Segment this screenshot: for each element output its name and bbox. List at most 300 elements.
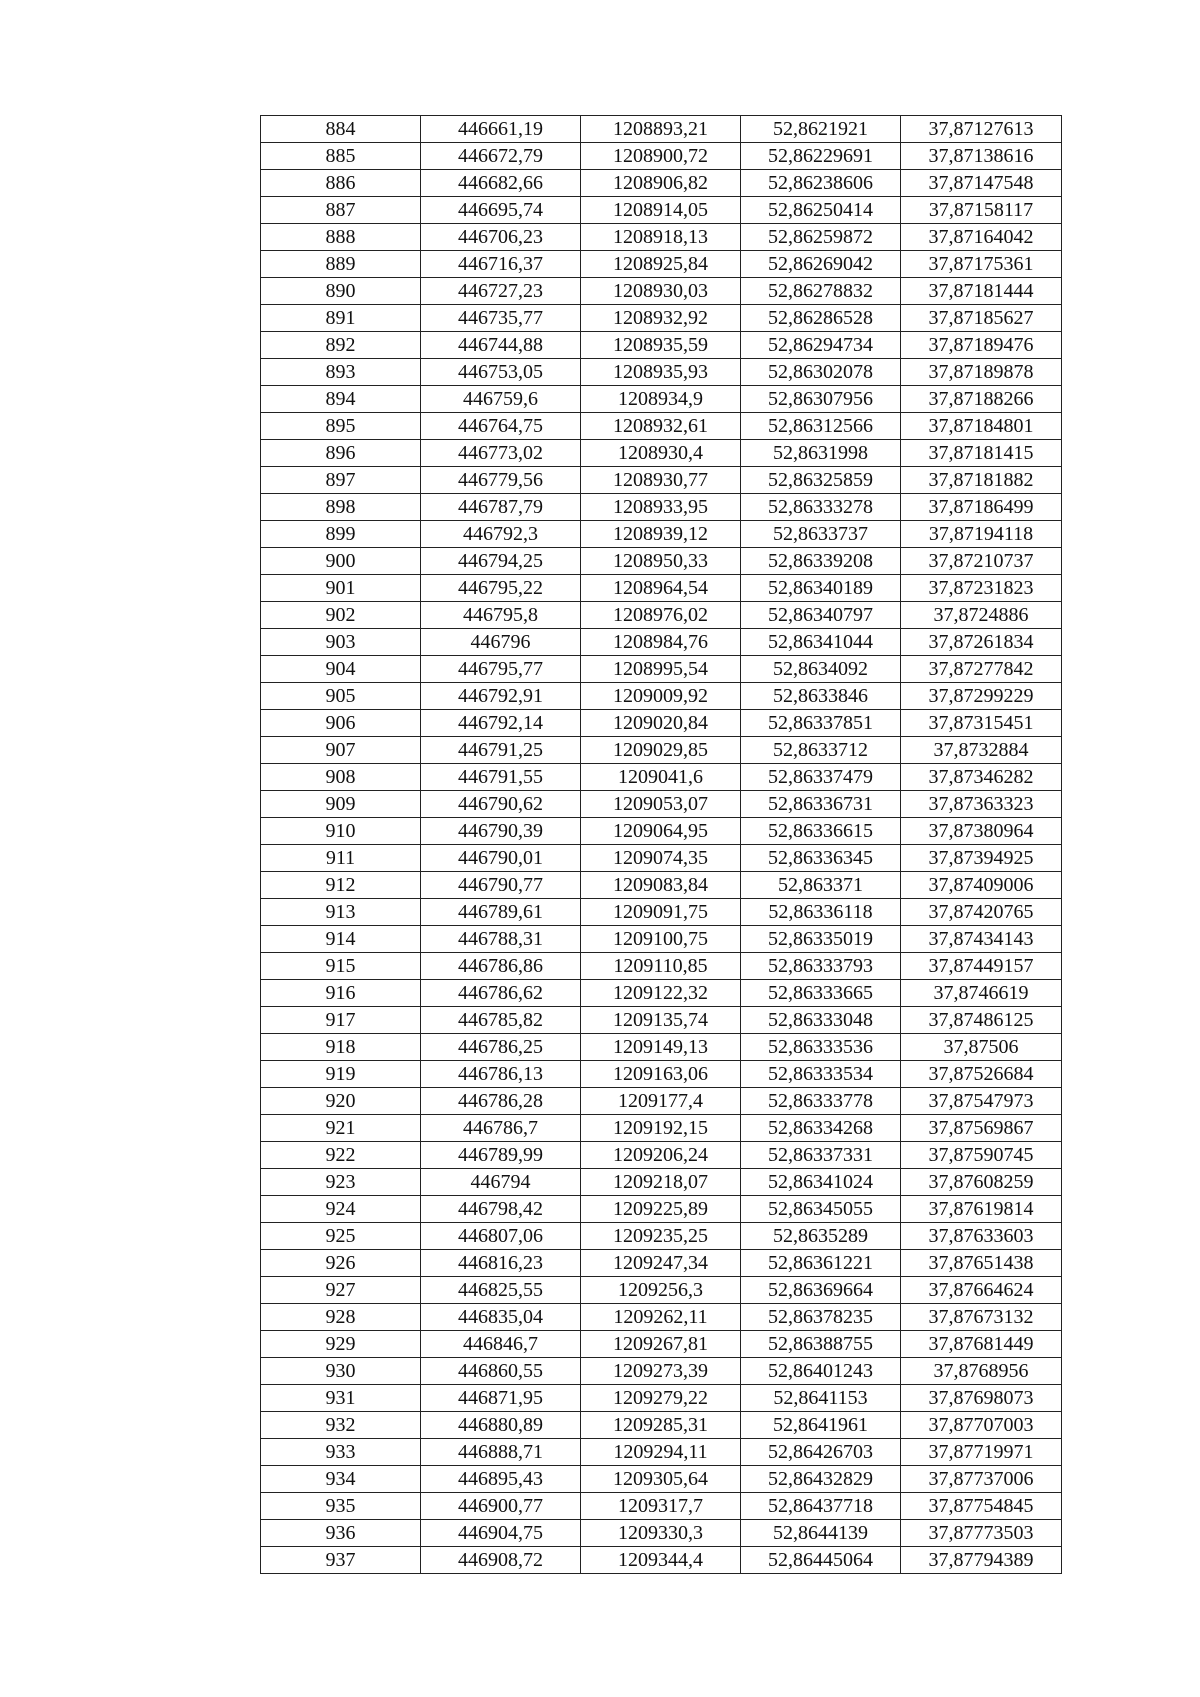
latitude-cell: 52,8633846 (741, 683, 901, 710)
point-number-cell: 892 (261, 332, 421, 359)
table-row (261, 737, 1062, 764)
y-coordinate-cell: 1209074,35 (581, 845, 741, 872)
y-coordinate-cell: 1209110,85 (581, 953, 741, 980)
latitude-cell: 52,86333534 (741, 1061, 901, 1088)
latitude-cell: 52,86302078 (741, 359, 901, 386)
x-coordinate-cell: 446773,02 (421, 440, 581, 467)
x-coordinate-cell: 446795,22 (421, 575, 581, 602)
y-coordinate-cell: 1208934,9 (581, 386, 741, 413)
x-coordinate-cell: 446764,75 (421, 413, 581, 440)
point-number-cell: 886 (261, 170, 421, 197)
y-coordinate-cell: 1208930,03 (581, 278, 741, 305)
x-coordinate-cell: 446785,82 (421, 1007, 581, 1034)
latitude-cell: 52,86259872 (741, 224, 901, 251)
x-coordinate-cell: 446786,86 (421, 953, 581, 980)
longitude-cell: 37,87363323 (901, 791, 1062, 818)
y-coordinate-cell: 1209218,07 (581, 1169, 741, 1196)
longitude-cell: 37,87526684 (901, 1061, 1062, 1088)
x-coordinate-cell: 446789,99 (421, 1142, 581, 1169)
longitude-cell: 37,87261834 (901, 629, 1062, 656)
x-coordinate-cell: 446860,55 (421, 1358, 581, 1385)
y-coordinate-cell: 1209330,3 (581, 1520, 741, 1547)
table-row (261, 710, 1062, 737)
longitude-cell: 37,87164042 (901, 224, 1062, 251)
latitude-cell: 52,8621921 (741, 116, 901, 143)
y-coordinate-cell: 1208893,21 (581, 116, 741, 143)
x-coordinate-cell: 446788,31 (421, 926, 581, 953)
x-coordinate-cell: 446786,7 (421, 1115, 581, 1142)
table-row (261, 683, 1062, 710)
y-coordinate-cell: 1209267,81 (581, 1331, 741, 1358)
latitude-cell: 52,86333278 (741, 494, 901, 521)
point-number-cell: 924 (261, 1196, 421, 1223)
y-coordinate-cell: 1209285,31 (581, 1412, 741, 1439)
point-number-cell: 891 (261, 305, 421, 332)
latitude-cell: 52,86426703 (741, 1439, 901, 1466)
longitude-cell: 37,87506 (901, 1034, 1062, 1061)
table-row (261, 332, 1062, 359)
latitude-cell: 52,86278832 (741, 278, 901, 305)
longitude-cell: 37,87409006 (901, 872, 1062, 899)
point-number-cell: 915 (261, 953, 421, 980)
point-number-cell: 901 (261, 575, 421, 602)
x-coordinate-cell: 446835,04 (421, 1304, 581, 1331)
x-coordinate-cell: 446794 (421, 1169, 581, 1196)
y-coordinate-cell: 1208939,12 (581, 521, 741, 548)
longitude-cell: 37,87719971 (901, 1439, 1062, 1466)
y-coordinate-cell: 1209100,75 (581, 926, 741, 953)
point-number-cell: 905 (261, 683, 421, 710)
x-coordinate-cell: 446727,23 (421, 278, 581, 305)
latitude-cell: 52,86238606 (741, 170, 901, 197)
longitude-cell: 37,8746619 (901, 980, 1062, 1007)
x-coordinate-cell: 446759,6 (421, 386, 581, 413)
table-row (261, 548, 1062, 575)
point-number-cell: 911 (261, 845, 421, 872)
y-coordinate-cell: 1208935,59 (581, 332, 741, 359)
table-row (261, 170, 1062, 197)
latitude-cell: 52,86337851 (741, 710, 901, 737)
longitude-cell: 37,87299229 (901, 683, 1062, 710)
y-coordinate-cell: 1208933,95 (581, 494, 741, 521)
table-row (261, 1169, 1062, 1196)
latitude-cell: 52,86307956 (741, 386, 901, 413)
y-coordinate-cell: 1209091,75 (581, 899, 741, 926)
table-row (261, 1358, 1062, 1385)
x-coordinate-cell: 446790,39 (421, 818, 581, 845)
y-coordinate-cell: 1208930,4 (581, 440, 741, 467)
x-coordinate-cell: 446744,88 (421, 332, 581, 359)
x-coordinate-cell: 446795,8 (421, 602, 581, 629)
y-coordinate-cell: 1209192,15 (581, 1115, 741, 1142)
point-number-cell: 893 (261, 359, 421, 386)
longitude-cell: 37,87569867 (901, 1115, 1062, 1142)
x-coordinate-cell: 446779,56 (421, 467, 581, 494)
x-coordinate-cell: 446790,01 (421, 845, 581, 872)
table-row (261, 1412, 1062, 1439)
table-row (261, 926, 1062, 953)
x-coordinate-cell: 446791,55 (421, 764, 581, 791)
table-row (261, 467, 1062, 494)
table-row (261, 1142, 1062, 1169)
point-number-cell: 926 (261, 1250, 421, 1277)
table-row (261, 359, 1062, 386)
table-row (261, 575, 1062, 602)
table-row (261, 1331, 1062, 1358)
table-row (261, 1088, 1062, 1115)
x-coordinate-cell: 446787,79 (421, 494, 581, 521)
table-row (261, 1439, 1062, 1466)
x-coordinate-cell: 446790,77 (421, 872, 581, 899)
y-coordinate-cell: 1209235,25 (581, 1223, 741, 1250)
x-coordinate-cell: 446789,61 (421, 899, 581, 926)
y-coordinate-cell: 1209206,24 (581, 1142, 741, 1169)
latitude-cell: 52,86341044 (741, 629, 901, 656)
longitude-cell: 37,87547973 (901, 1088, 1062, 1115)
longitude-cell: 37,87184801 (901, 413, 1062, 440)
x-coordinate-cell: 446825,55 (421, 1277, 581, 1304)
x-coordinate-cell: 446798,42 (421, 1196, 581, 1223)
longitude-cell: 37,87794389 (901, 1547, 1062, 1574)
latitude-cell: 52,86388755 (741, 1331, 901, 1358)
table-row (261, 1304, 1062, 1331)
point-number-cell: 908 (261, 764, 421, 791)
table-row (261, 521, 1062, 548)
longitude-cell: 37,87138616 (901, 143, 1062, 170)
point-number-cell: 921 (261, 1115, 421, 1142)
table-row (261, 1115, 1062, 1142)
table-row (261, 305, 1062, 332)
longitude-cell: 37,87181415 (901, 440, 1062, 467)
latitude-cell: 52,86325859 (741, 467, 901, 494)
longitude-cell: 37,87346282 (901, 764, 1062, 791)
y-coordinate-cell: 1209149,13 (581, 1034, 741, 1061)
point-number-cell: 898 (261, 494, 421, 521)
x-coordinate-cell: 446794,25 (421, 548, 581, 575)
longitude-cell: 37,87486125 (901, 1007, 1062, 1034)
point-number-cell: 897 (261, 467, 421, 494)
latitude-cell: 52,86401243 (741, 1358, 901, 1385)
longitude-cell: 37,87189878 (901, 359, 1062, 386)
point-number-cell: 909 (261, 791, 421, 818)
table-row (261, 386, 1062, 413)
x-coordinate-cell: 446880,89 (421, 1412, 581, 1439)
point-number-cell: 890 (261, 278, 421, 305)
x-coordinate-cell: 446753,05 (421, 359, 581, 386)
longitude-cell: 37,87277842 (901, 656, 1062, 683)
latitude-cell: 52,8641153 (741, 1385, 901, 1412)
table-row (261, 1520, 1062, 1547)
longitude-cell: 37,87380964 (901, 818, 1062, 845)
y-coordinate-cell: 1208906,82 (581, 170, 741, 197)
latitude-cell: 52,86337331 (741, 1142, 901, 1169)
table-row (261, 656, 1062, 683)
latitude-cell: 52,863371 (741, 872, 901, 899)
y-coordinate-cell: 1209083,84 (581, 872, 741, 899)
y-coordinate-cell: 1208914,05 (581, 197, 741, 224)
x-coordinate-cell: 446792,91 (421, 683, 581, 710)
point-number-cell: 895 (261, 413, 421, 440)
table-row (261, 764, 1062, 791)
point-number-cell: 896 (261, 440, 421, 467)
y-coordinate-cell: 1208950,33 (581, 548, 741, 575)
y-coordinate-cell: 1209163,06 (581, 1061, 741, 1088)
y-coordinate-cell: 1209305,64 (581, 1466, 741, 1493)
y-coordinate-cell: 1209029,85 (581, 737, 741, 764)
table-row (261, 413, 1062, 440)
point-number-cell: 888 (261, 224, 421, 251)
x-coordinate-cell: 446695,74 (421, 197, 581, 224)
y-coordinate-cell: 1208976,02 (581, 602, 741, 629)
point-number-cell: 906 (261, 710, 421, 737)
latitude-cell: 52,86340189 (741, 575, 901, 602)
latitude-cell: 52,86333665 (741, 980, 901, 1007)
y-coordinate-cell: 1209247,34 (581, 1250, 741, 1277)
table-row (261, 440, 1062, 467)
latitude-cell: 52,86250414 (741, 197, 901, 224)
longitude-cell: 37,87664624 (901, 1277, 1062, 1304)
y-coordinate-cell: 1209256,3 (581, 1277, 741, 1304)
latitude-cell: 52,86340797 (741, 602, 901, 629)
latitude-cell: 52,86341024 (741, 1169, 901, 1196)
longitude-cell: 37,87773503 (901, 1520, 1062, 1547)
longitude-cell: 37,87194118 (901, 521, 1062, 548)
longitude-cell: 37,87651438 (901, 1250, 1062, 1277)
latitude-cell: 52,86361221 (741, 1250, 901, 1277)
latitude-cell: 52,86336615 (741, 818, 901, 845)
table-row (261, 1466, 1062, 1493)
longitude-cell: 37,87147548 (901, 170, 1062, 197)
longitude-cell: 37,87188266 (901, 386, 1062, 413)
y-coordinate-cell: 1209317,7 (581, 1493, 741, 1520)
longitude-cell: 37,87315451 (901, 710, 1062, 737)
longitude-cell: 37,87158117 (901, 197, 1062, 224)
x-coordinate-cell: 446791,25 (421, 737, 581, 764)
point-number-cell: 927 (261, 1277, 421, 1304)
point-number-cell: 922 (261, 1142, 421, 1169)
longitude-cell: 37,87420765 (901, 899, 1062, 926)
x-coordinate-cell: 446795,77 (421, 656, 581, 683)
x-coordinate-cell: 446900,77 (421, 1493, 581, 1520)
latitude-cell: 52,86269042 (741, 251, 901, 278)
longitude-cell: 37,87754845 (901, 1493, 1062, 1520)
point-number-cell: 913 (261, 899, 421, 926)
latitude-cell: 52,8634092 (741, 656, 901, 683)
point-number-cell: 884 (261, 116, 421, 143)
point-number-cell: 904 (261, 656, 421, 683)
y-coordinate-cell: 1209064,95 (581, 818, 741, 845)
table-row (261, 818, 1062, 845)
latitude-cell: 52,86335019 (741, 926, 901, 953)
point-number-cell: 925 (261, 1223, 421, 1250)
longitude-cell: 37,87619814 (901, 1196, 1062, 1223)
longitude-cell: 37,87707003 (901, 1412, 1062, 1439)
longitude-cell: 37,87698073 (901, 1385, 1062, 1412)
table-row (261, 1385, 1062, 1412)
latitude-cell: 52,86437718 (741, 1493, 901, 1520)
y-coordinate-cell: 1209122,32 (581, 980, 741, 1007)
point-number-cell: 916 (261, 980, 421, 1007)
latitude-cell: 52,86336345 (741, 845, 901, 872)
x-coordinate-cell: 446908,72 (421, 1547, 581, 1574)
latitude-cell: 52,86336118 (741, 899, 901, 926)
x-coordinate-cell: 446672,79 (421, 143, 581, 170)
table-row (261, 1196, 1062, 1223)
longitude-cell: 37,87181882 (901, 467, 1062, 494)
y-coordinate-cell: 1208932,61 (581, 413, 741, 440)
coordinates-table (260, 115, 1062, 1574)
point-number-cell: 929 (261, 1331, 421, 1358)
longitude-cell: 37,87210737 (901, 548, 1062, 575)
x-coordinate-cell: 446786,28 (421, 1088, 581, 1115)
table-row (261, 872, 1062, 899)
table-row (261, 791, 1062, 818)
latitude-cell: 52,86334268 (741, 1115, 901, 1142)
point-number-cell: 932 (261, 1412, 421, 1439)
y-coordinate-cell: 1208925,84 (581, 251, 741, 278)
x-coordinate-cell: 446735,77 (421, 305, 581, 332)
longitude-cell: 37,8732884 (901, 737, 1062, 764)
point-number-cell: 902 (261, 602, 421, 629)
y-coordinate-cell: 1209273,39 (581, 1358, 741, 1385)
y-coordinate-cell: 1208964,54 (581, 575, 741, 602)
point-number-cell: 894 (261, 386, 421, 413)
y-coordinate-cell: 1209041,6 (581, 764, 741, 791)
latitude-cell: 52,86333793 (741, 953, 901, 980)
longitude-cell: 37,87394925 (901, 845, 1062, 872)
longitude-cell: 37,87633603 (901, 1223, 1062, 1250)
y-coordinate-cell: 1209135,74 (581, 1007, 741, 1034)
table-row (261, 1034, 1062, 1061)
x-coordinate-cell: 446790,62 (421, 791, 581, 818)
x-coordinate-cell: 446792,14 (421, 710, 581, 737)
table-row (261, 116, 1062, 143)
y-coordinate-cell: 1209225,89 (581, 1196, 741, 1223)
y-coordinate-cell: 1208935,93 (581, 359, 741, 386)
latitude-cell: 52,86445064 (741, 1547, 901, 1574)
x-coordinate-cell: 446792,3 (421, 521, 581, 548)
latitude-cell: 52,86369664 (741, 1277, 901, 1304)
y-coordinate-cell: 1208918,13 (581, 224, 741, 251)
x-coordinate-cell: 446716,37 (421, 251, 581, 278)
table-row (261, 494, 1062, 521)
table-row (261, 1223, 1062, 1250)
table-row (261, 197, 1062, 224)
longitude-cell: 37,87127613 (901, 116, 1062, 143)
point-number-cell: 907 (261, 737, 421, 764)
latitude-cell: 52,86345055 (741, 1196, 901, 1223)
point-number-cell: 934 (261, 1466, 421, 1493)
point-number-cell: 931 (261, 1385, 421, 1412)
y-coordinate-cell: 1209262,11 (581, 1304, 741, 1331)
point-number-cell: 918 (261, 1034, 421, 1061)
latitude-cell: 52,86333536 (741, 1034, 901, 1061)
point-number-cell: 887 (261, 197, 421, 224)
x-coordinate-cell: 446682,66 (421, 170, 581, 197)
x-coordinate-cell: 446846,7 (421, 1331, 581, 1358)
x-coordinate-cell: 446871,95 (421, 1385, 581, 1412)
table-row (261, 845, 1062, 872)
latitude-cell: 52,86229691 (741, 143, 901, 170)
point-number-cell: 920 (261, 1088, 421, 1115)
x-coordinate-cell: 446888,71 (421, 1439, 581, 1466)
point-number-cell: 900 (261, 548, 421, 575)
x-coordinate-cell: 446786,25 (421, 1034, 581, 1061)
longitude-cell: 37,87175361 (901, 251, 1062, 278)
y-coordinate-cell: 1209020,84 (581, 710, 741, 737)
table-row (261, 251, 1062, 278)
latitude-cell: 52,86378235 (741, 1304, 901, 1331)
latitude-cell: 52,8644139 (741, 1520, 901, 1547)
y-coordinate-cell: 1208900,72 (581, 143, 741, 170)
x-coordinate-cell: 446904,75 (421, 1520, 581, 1547)
table-row (261, 143, 1062, 170)
longitude-cell: 37,87673132 (901, 1304, 1062, 1331)
point-number-cell: 917 (261, 1007, 421, 1034)
longitude-cell: 37,87449157 (901, 953, 1062, 980)
longitude-cell: 37,87186499 (901, 494, 1062, 521)
y-coordinate-cell: 1209344,4 (581, 1547, 741, 1574)
latitude-cell: 52,8633737 (741, 521, 901, 548)
x-coordinate-cell: 446796 (421, 629, 581, 656)
latitude-cell: 52,86286528 (741, 305, 901, 332)
latitude-cell: 52,86333048 (741, 1007, 901, 1034)
longitude-cell: 37,87737006 (901, 1466, 1062, 1493)
y-coordinate-cell: 1208932,92 (581, 305, 741, 332)
point-number-cell: 903 (261, 629, 421, 656)
table-row (261, 1061, 1062, 1088)
x-coordinate-cell: 446786,13 (421, 1061, 581, 1088)
table-row (261, 899, 1062, 926)
y-coordinate-cell: 1208930,77 (581, 467, 741, 494)
longitude-cell: 37,87608259 (901, 1169, 1062, 1196)
point-number-cell: 930 (261, 1358, 421, 1385)
point-number-cell: 912 (261, 872, 421, 899)
table-row (261, 980, 1062, 1007)
y-coordinate-cell: 1208984,76 (581, 629, 741, 656)
x-coordinate-cell: 446816,23 (421, 1250, 581, 1277)
coordinates-table-body (261, 116, 1062, 1574)
table-row (261, 602, 1062, 629)
x-coordinate-cell: 446807,06 (421, 1223, 581, 1250)
table-row (261, 1007, 1062, 1034)
table-row (261, 629, 1062, 656)
point-number-cell: 936 (261, 1520, 421, 1547)
x-coordinate-cell: 446661,19 (421, 116, 581, 143)
table-row (261, 224, 1062, 251)
point-number-cell: 914 (261, 926, 421, 953)
latitude-cell: 52,86312566 (741, 413, 901, 440)
y-coordinate-cell: 1208995,54 (581, 656, 741, 683)
longitude-cell: 37,8724886 (901, 602, 1062, 629)
point-number-cell: 933 (261, 1439, 421, 1466)
y-coordinate-cell: 1209294,11 (581, 1439, 741, 1466)
longitude-cell: 37,87590745 (901, 1142, 1062, 1169)
x-coordinate-cell: 446706,23 (421, 224, 581, 251)
y-coordinate-cell: 1209177,4 (581, 1088, 741, 1115)
latitude-cell: 52,86333778 (741, 1088, 901, 1115)
longitude-cell: 37,87181444 (901, 278, 1062, 305)
x-coordinate-cell: 446895,43 (421, 1466, 581, 1493)
latitude-cell: 52,8633712 (741, 737, 901, 764)
point-number-cell: 899 (261, 521, 421, 548)
latitude-cell: 52,86294734 (741, 332, 901, 359)
longitude-cell: 37,87681449 (901, 1331, 1062, 1358)
latitude-cell: 52,8631998 (741, 440, 901, 467)
x-coordinate-cell: 446786,62 (421, 980, 581, 1007)
point-number-cell: 919 (261, 1061, 421, 1088)
longitude-cell: 37,87185627 (901, 305, 1062, 332)
